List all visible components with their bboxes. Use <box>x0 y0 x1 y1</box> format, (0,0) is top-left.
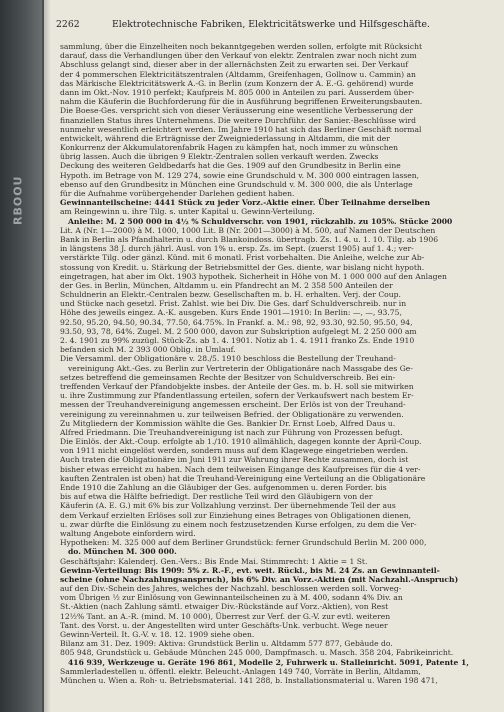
text-line: bisher etwas erreicht zu haben. Nach dem teilweisen Eingange des Kaufpreises für die 4 ver- <box>60 464 421 474</box>
text-line: darauf, dass die Verhandlungen über den Verkauf von elektr. Zentralen zwar noch nicht zum <box>60 51 417 61</box>
text-line: Alfred Friedmann. Die Treuhandvereinigung ist nach zur Führung von Prozessen befugt. <box>60 427 403 437</box>
text-line: der Ges. in Berlin, München, Altdamm u. ein Pfandrecht an M. 2 358 500 Anteilen der <box>60 280 393 290</box>
text-line: Gewinn-Verteilung: Bis 1909: 5% z. R.-F., evt. weit. Rückl., bis M. 24 Zs. an Gewinnanteil- <box>60 565 440 575</box>
text-line: kauften Zentralen ist oben) hat die Treuhand-Vereinigung eine Verteilung an die Obligationäre <box>60 473 426 483</box>
text-line: St.-Aktien (nach Zahlung sämtl. etwaiger Div.-Rückstände auf Vorz.-Aktien), von Rest <box>60 602 389 612</box>
text-line: 805 948, Grundstück u. Gebäude München 245 000, Dampfmasch. u. Masch. 358 204, Fabrikeinricht. <box>60 648 454 658</box>
text-line: Anleihe: M. 2 500 000 in 4½ % Schuldverschr. von 1901, rückzahlb. zu 105%. Stücke 2000 <box>68 216 453 226</box>
text-line: u. ihre Zustimmung zur Pfandentlassung erteilen, sofern der Verkaufswert nach bestem Er- <box>60 391 414 401</box>
text-line: dem Verkauf erzielten Erlöses soll zur Einziehung eines Betrages von Obligationen dienen, <box>60 510 412 520</box>
text-line: 93.50, 93, 78, 64%. Zugel. M. 2 500 000, davon zur Subskription aufgelegt M. 2 250 000 am <box>60 326 417 336</box>
text-line: vereinigung zu vereinnahmen u. zur teilweisen Befried. der Obligationäre zu verwenden. <box>60 409 404 419</box>
text-line: dann im Okt.-Nov. 1910 perfekt; Kaufpreis M. 805 000 in Anteilen zu pari. Ausserdem über- <box>60 87 415 97</box>
text-line: 12½% Tant. an A.-R. (mind. M. 10 000), Überrest zur Verf. der G.-V. zur evtl. weiteren <box>60 611 391 621</box>
text-line: Ende 1910 die Zahlung an die Gläubiger der Ges. aufgenommen u. deren Forder. bis <box>60 483 387 492</box>
text-line: übrig lassen. Auch die übrigen 9 Elektr.-Zentralen sollen verkauft werden. Zwecks <box>60 152 379 162</box>
text-line: befanden sich M. 2 393 000 Oblig. in Umlauf. <box>60 345 236 355</box>
text-line: stossung von Kredit. u. Stärkung der Betriebsmittel der Ges. diente, war bislang nicht hypoth. <box>60 262 425 272</box>
text-line: Die Boese-Ges. verspricht sich von dieser Veräusserung eine wesentliche Verbesserung der <box>60 106 413 116</box>
document-body <box>60 42 504 685</box>
text-line: do. München M. 300 000. <box>68 547 177 557</box>
text-line: scheine (ohne Nachzahlungsanspruch), bis 6% Div. an Vorz.-Aktien (mit Nachzahl.-Anspruch) <box>60 574 459 584</box>
text-line: Schuldnerin an Elektr.-Centralen bezw. Gesellschaften m. b. H. erhalten. Verj. der Coup. <box>60 290 401 300</box>
page-number: 2262 <box>56 19 80 30</box>
text-line: Bank in Berlin als Pfandhalterin u. durch Blankoindoss. übertragb. Zs. 1. 4. u. 1. 10. Tilg. ab 1906 <box>60 234 439 244</box>
text-line: am Reingewinn u. ihre Tilg. s. unter Kapital u. Gewinn-Verteilung. <box>60 207 315 217</box>
text-line: finanziellen Status ihres Unternehmens. Die weitere Durchführ. der Sanier.-Beschlüsse wird <box>60 115 416 125</box>
text-line: Deckung des weiteren Geldbedarfs hat die Ges. 1909 auf den Grundbesitz in Berlin eine <box>60 161 401 171</box>
page-header <box>56 18 496 31</box>
text-line: Zu Mitgliedern der Kommission wählte die Ges. Bankier Dr. Ernst Loeb, Alfred Daus u. <box>60 418 396 428</box>
text-line: bis auf etwa die Hälfte befriedigt. Der restliche Teil wird den Gläubigern von der <box>60 492 373 502</box>
text-line: entwickelt, während die Erträgnisse der Zweigniederlassung in Altdamm, die mit der <box>60 133 390 143</box>
text-line: Sammlerladestellen u. öffentl. elektr. Beleucht.-Anlagen 149 740, Vorräte in Berlin, Altdamm, <box>60 666 421 676</box>
text-line: Geschäftsjahr: Kalenderj. Gen.-Vers.: Bis Ende Mai. Stimmrecht: 1 Aktie = 1 St. <box>60 556 368 566</box>
text-line: u. zwar dürfte die Einlösung zu einem noch festzusetzenden Kurse erfolgen, zu dem die Ver- <box>60 519 417 529</box>
spine-library-stamp: RBOOU <box>11 175 25 225</box>
book-spine <box>0 0 42 712</box>
text-line: setzes betreffend die gemeinsamen Rechte der Besitzer von Schuldverschreib. Bei ein- <box>60 372 396 382</box>
text-line: Gewinnanteilscheine: 4441 Stück zu jeder Vorz.-Aktie einer. Über Teilnahme derselben <box>60 198 431 208</box>
text-line: nunmehr wesentlich erleichtert werden. Im Jahre 1910 hat sich das Berliner Geschäft normal <box>60 124 422 134</box>
text-line: vom Übrigen ½ zur Einlösung von Gewinnanteilscheinen zu à M. 400, sodann 4% Div. an <box>60 593 403 603</box>
text-line: verstärkte Tilg. oder gänzl. Künd. mit 6 monatl. Frist vorbehalten. Die Anleihe, welche zur Ab- <box>60 253 425 263</box>
text-line: 92.50, 95.20, 94.50, 90.34, 77.50, 64.75%. In Frankf. a. M.: 98, 92, 93.30, 92.50, 95.50, 94, <box>60 317 413 327</box>
document-page <box>44 0 504 712</box>
text-line: Bilanz am 31. Dez. 1909: Aktiva: Grundstück Berlin u. Altdamm 577 877, Gebäude do. <box>60 639 393 649</box>
text-line: Die Versamml. der Obligationäre v. 28./5. 1910 beschloss die Bestellung der Treuhand- <box>60 354 396 364</box>
text-line: 2. 4. 1901 zu 99% zuzügl. Stück-Zs. ab 1. 4. 1901. Notiz ab 1. 4. 1911 franko Zs. Ende 1910 <box>60 336 415 345</box>
text-line: eingetragen, hat aber im Okt. 1903 hypothek. Sicherheit in Höhe von M. 1 000 000 auf den Anlagen <box>60 271 447 281</box>
text-line: waltung Angebote einfordern wird. <box>60 528 196 538</box>
text-line: nahm die Käuferin die Buchforderung für die in Ausführung begriffenen Erweiterungsbauten. <box>60 97 423 107</box>
text-line: Hypoth. im Betrage von M. 129 274, sowie eine Grundschuld v. M. 300 000 eintragen lassen, <box>60 170 420 180</box>
text-line: der 4 pommerschen Elektricitätszentralen (Altdamm, Greifenhagen, Gollnow u. Cammin) an <box>60 69 416 79</box>
page-gutter-shadow <box>44 0 51 712</box>
text-line: auf den Div.-Schein des Jahres, welches der Nachzahl. beschlossen werden soll. Vorweg- <box>60 584 402 594</box>
text-line: und Stücke nach gesetzl. Frist. Zahlst. wie bei Div. Die Ges. darf Schuldverschreib. nur in <box>60 299 407 309</box>
text-line: 416 939, Werkzeuge u. Geräte 196 861, Modelle 2, Fuhrwerk u. Stalleinricht. 5091, Patente 1, <box>68 657 469 667</box>
text-line: messen der Treuhandvereinigung angemessen erscheint. Der Erlös ist von der Treuhand- <box>60 400 406 410</box>
text-line: sammlung, über die Einzelheiten noch bekanntgegeben werden sollen, erfolgte mit Rücksicht <box>60 42 423 51</box>
text-line: Höhe des jeweils eingez. A.-K. ausgeben. Kurs Ende 1901—1910: In Berlin: —, —, 93.75, <box>60 308 402 318</box>
text-line: treffenden Verkauf der Pfandobjekte insbes. der Anteile der Ges. m. b. H. soll sie mitwirken <box>60 381 414 391</box>
text-line: Hypotheken: M. 325 000 auf dem Berliner Grundstück: ferner Grundschuld Berlin M. 200 000, <box>60 538 427 548</box>
text-line: Lit. A (Nr. 1—2000) à M. 1000, 1000 Lit. B (Nr. 2001—3000) à M. 500, auf Namen der Deutschen <box>60 225 436 235</box>
text-line: in längstens 38 J. durch jährl. Ausl. von 1% u. ersp. Zs. im Sept. (zuerst 1905) auf 1. 4.; ver- <box>60 244 414 254</box>
text-line: Die Einlös. der Akt.-Coup. erfolgte ab 1./10. 1910 allmählich, dagegen konnte der April-Coup. <box>60 437 422 447</box>
text-line: das Märkische Elektricitätswerk A.-G. in Berlin (zum Konzern der A. E.-G. gehörend) wurde <box>60 78 414 88</box>
text-line: für die Aufnahme vorübergehender Darlehen gedient haben. <box>60 189 295 198</box>
text-line: vereinigung Akt.-Ges. zu Berlin zur Vertreterin der Obligationäre nach Massgabe des Ge- <box>68 363 413 373</box>
text-line: Auch traten die Obligationäre im Juni 1911 zur Wahrung ihrer Rechte zusammen, doch ist <box>60 455 409 465</box>
text-line: Käuferin (A. E. G.) mit 6% bis zur Vollzahlung verzinst. Der übernehmende Teil der aus <box>60 501 396 511</box>
text-line: München u. Wien a. Roh- u. Betriebsmaterial. 141 288, b. Installationsmaterial u. Waren 198 471, <box>60 675 438 685</box>
text-line: Abschluss gelangt sind, dieser aber in der allernächsten Zeit zu erwarten sei. Der Verkauf <box>60 60 409 70</box>
text-line: Tant. des Vorst. u. der Angestellten wird unter Geschäfts-Unk. verbucht. Wege neuer <box>60 620 388 630</box>
text-line: Konkurrenz der Akkumulatorenfabrik Hagen zu kämpfen hat, noch immer zu wünschen <box>60 143 399 153</box>
text-line: Gewinn-Verteil. It. G.-V. v. 18. 12. 1909 siehe oben. <box>60 630 255 639</box>
text-line: von 1911 nicht eingelöst werden, sondern muss auf dem Klagewege eingetrieben werden. <box>60 446 409 456</box>
running-title: Elektrotechnische Fabriken, Elektricitätswerke und Hilfsgeschäfte. <box>112 19 431 30</box>
text-line: ebenso auf den Grundbesitz in München eine Grundschuld v. M. 300 000, die als Unterlage <box>60 179 413 189</box>
